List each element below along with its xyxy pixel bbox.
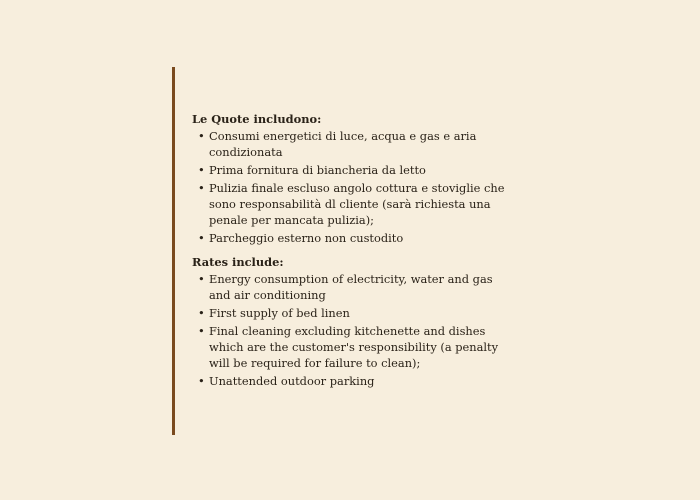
rates-content: [192, 111, 512, 391]
italian-heading: Le Quote includono:: [192, 112, 322, 126]
list-item: • Prima fornitura di biancheria da letto: [209, 162, 512, 178]
list-item: • Parcheggio esterno non custodito: [209, 230, 512, 246]
english-heading: Rates include:: [192, 255, 284, 269]
list-item: • Consumi energetici di luce, acqua e gas e aria condizionata: [209, 128, 512, 160]
vertical-accent-bar: [172, 67, 175, 435]
list-item: • Final cleaning excluding kitchenette and dishes which are the customer's responsibility (a penalty will be required for failure to clean);: [209, 323, 512, 371]
list-item: • First supply of bed linen: [209, 305, 512, 321]
italian-list: [192, 128, 512, 246]
list-item: • Energy consumption of electricity, water and gas and air conditioning: [209, 271, 512, 303]
list-item: • Unattended outdoor parking: [209, 373, 512, 389]
list-item: • Pulizia finale escluso angolo cottura e stoviglie che sono responsabilità dl cliente (sarà richiesta una penale per mancata pulizia);: [209, 180, 512, 228]
english-list: [192, 271, 512, 389]
